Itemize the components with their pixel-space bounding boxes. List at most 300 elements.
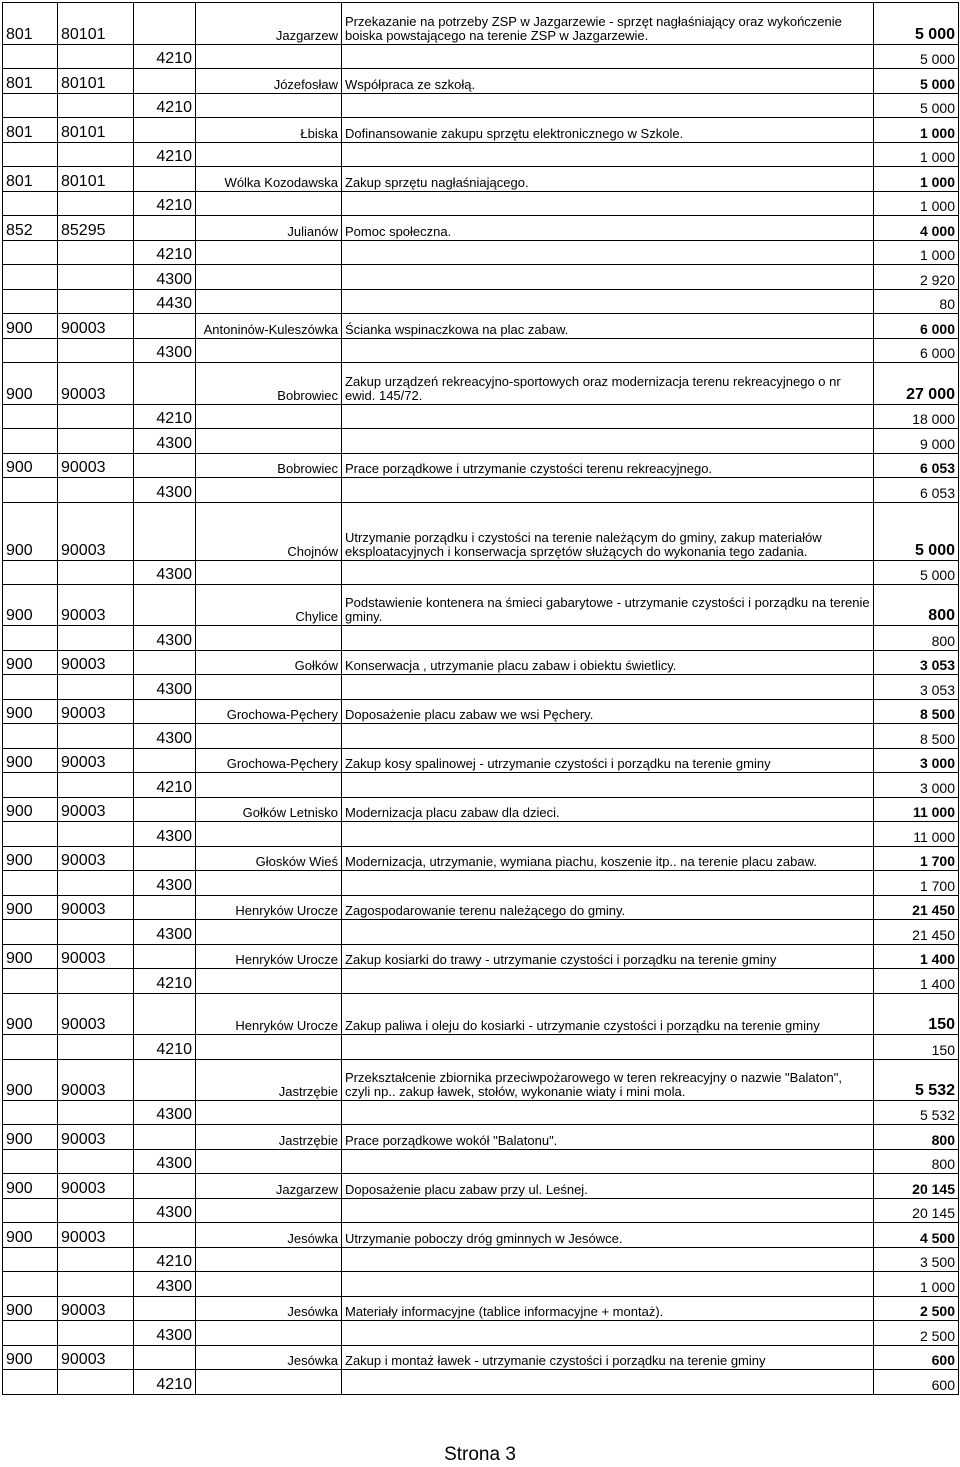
dzial-cell: [3, 1370, 58, 1395]
dzial-cell: 900: [3, 1346, 58, 1370]
amount-cell: 3 000: [874, 773, 959, 798]
solectwo-cell: [196, 1035, 342, 1060]
amount-cell: 150: [874, 1035, 959, 1060]
task-row: [3, 798, 959, 822]
rozdzial-cell: 90003: [58, 651, 134, 675]
amount-cell: 20 145: [874, 1199, 959, 1223]
amount-cell: 3 500: [874, 1248, 959, 1272]
paragraf-cell: 4300: [134, 871, 196, 896]
rozdzial-cell: [58, 561, 134, 585]
task-row: [3, 994, 959, 1035]
amount-cell: 3 053: [874, 651, 959, 675]
paragraf-cell: [134, 798, 196, 822]
description-cell: Ścianka wspinaczkowa na plac zabaw.: [342, 314, 874, 339]
description-cell: [342, 724, 874, 749]
paragraf-cell: [134, 896, 196, 920]
rozdzial-cell: 90003: [58, 363, 134, 405]
solectwo-cell: [196, 871, 342, 896]
solectwo-cell: Henryków Urocze: [196, 896, 342, 920]
task-row: [3, 1223, 959, 1248]
paragraf-cell: [134, 1060, 196, 1101]
solectwo-cell: [196, 94, 342, 118]
amount-cell: 11 000: [874, 798, 959, 822]
description-cell: [342, 822, 874, 847]
description-cell: [342, 773, 874, 798]
description-cell: [342, 871, 874, 896]
solectwo-cell: [196, 143, 342, 167]
amount-cell: 8 500: [874, 724, 959, 749]
description-cell: Prace porządkowe wokół "Balatonu".: [342, 1125, 874, 1150]
solectwo-cell: Jesówka: [196, 1346, 342, 1370]
description-cell: Współpraca ze szkołą.: [342, 69, 874, 94]
amount-cell: 4 000: [874, 216, 959, 241]
paragraph-row: [3, 143, 959, 167]
solectwo-cell: [196, 626, 342, 651]
description-cell: [342, 561, 874, 585]
solectwo-cell: Chylice: [196, 585, 342, 626]
amount-cell: 6 000: [874, 314, 959, 339]
paragraf-cell: 4210: [134, 969, 196, 994]
dzial-cell: [3, 561, 58, 585]
solectwo-cell: [196, 1199, 342, 1223]
rozdzial-cell: [58, 405, 134, 429]
paragraf-cell: 4300: [134, 626, 196, 651]
amount-cell: 21 450: [874, 920, 959, 945]
paragraph-row: [3, 94, 959, 118]
solectwo-cell: [196, 920, 342, 945]
dzial-cell: 900: [3, 945, 58, 969]
paragraph-row: [3, 241, 959, 265]
amount-cell: 800: [874, 626, 959, 651]
paragraf-cell: 4300: [134, 1272, 196, 1297]
paragraf-cell: [134, 3, 196, 45]
rozdzial-cell: [58, 478, 134, 503]
paragraf-cell: [134, 314, 196, 339]
description-cell: [342, 45, 874, 69]
paragraph-row: [3, 871, 959, 896]
paragraph-row: [3, 290, 959, 314]
description-cell: [342, 192, 874, 216]
amount-cell: 2 500: [874, 1321, 959, 1346]
description-cell: [342, 1248, 874, 1272]
paragraph-row: [3, 478, 959, 503]
description-cell: [342, 405, 874, 429]
paragraf-cell: 4210: [134, 94, 196, 118]
paragraf-cell: 4300: [134, 675, 196, 700]
task-row: [3, 749, 959, 773]
paragraf-cell: [134, 363, 196, 405]
rozdzial-cell: [58, 969, 134, 994]
rozdzial-cell: 80101: [58, 3, 134, 45]
solectwo-cell: [196, 339, 342, 363]
task-row: [3, 896, 959, 920]
paragraph-row: [3, 45, 959, 69]
description-cell: Zakup urządzeń rekreacyjno-sportowych oraz modernizacja terenu rekreacyjnego o nr ewid. 145/72.: [342, 363, 874, 405]
task-row: [3, 651, 959, 675]
amount-cell: 5 000: [874, 3, 959, 45]
rozdzial-cell: 90003: [58, 1297, 134, 1321]
dzial-cell: [3, 626, 58, 651]
amount-cell: 27 000: [874, 363, 959, 405]
paragraf-cell: [134, 1346, 196, 1370]
solectwo-cell: Antoninów-Kuleszówka: [196, 314, 342, 339]
paragraf-cell: [134, 1174, 196, 1199]
solectwo-cell: [196, 405, 342, 429]
amount-cell: 1 000: [874, 192, 959, 216]
amount-cell: 2 500: [874, 1297, 959, 1321]
task-row: [3, 1346, 959, 1370]
description-cell: [342, 1035, 874, 1060]
rozdzial-cell: 90003: [58, 798, 134, 822]
paragraph-row: [3, 1199, 959, 1223]
description-cell: [342, 478, 874, 503]
amount-cell: 3 000: [874, 749, 959, 773]
rozdzial-cell: 90003: [58, 1060, 134, 1101]
paragraf-cell: [134, 216, 196, 241]
description-cell: [342, 626, 874, 651]
paragraf-cell: 4300: [134, 1101, 196, 1125]
dzial-cell: 801: [3, 118, 58, 143]
dzial-cell: [3, 1035, 58, 1060]
task-row: [3, 1125, 959, 1150]
rozdzial-cell: [58, 920, 134, 945]
rozdzial-cell: 90003: [58, 994, 134, 1035]
paragraf-cell: [134, 1297, 196, 1321]
solectwo-cell: [196, 773, 342, 798]
dzial-cell: 900: [3, 454, 58, 478]
amount-cell: 80: [874, 290, 959, 314]
paragraph-row: [3, 1248, 959, 1272]
task-row: [3, 1297, 959, 1321]
paragraf-cell: [134, 651, 196, 675]
description-cell: [342, 290, 874, 314]
amount-cell: 5 532: [874, 1101, 959, 1125]
amount-cell: 9 000: [874, 429, 959, 454]
rozdzial-cell: 90003: [58, 749, 134, 773]
dzial-cell: 900: [3, 503, 58, 561]
paragraf-cell: 4430: [134, 290, 196, 314]
paragraf-cell: [134, 1125, 196, 1150]
amount-cell: 5 532: [874, 1060, 959, 1101]
dzial-cell: 900: [3, 798, 58, 822]
solectwo-cell: [196, 675, 342, 700]
paragraf-cell: 4300: [134, 561, 196, 585]
rozdzial-cell: 80101: [58, 118, 134, 143]
solectwo-cell: [196, 1150, 342, 1174]
description-cell: [342, 1321, 874, 1346]
dzial-cell: 900: [3, 314, 58, 339]
solectwo-cell: [196, 429, 342, 454]
rozdzial-cell: [58, 1248, 134, 1272]
task-row: [3, 216, 959, 241]
paragraf-cell: [134, 700, 196, 724]
dzial-cell: [3, 94, 58, 118]
paragraph-row: [3, 339, 959, 363]
solectwo-cell: Jesówka: [196, 1297, 342, 1321]
rozdzial-cell: [58, 265, 134, 290]
paragraph-row: [3, 405, 959, 429]
dzial-cell: 900: [3, 651, 58, 675]
dzial-cell: [3, 822, 58, 847]
rozdzial-cell: 90003: [58, 700, 134, 724]
task-row: [3, 3, 959, 45]
paragraf-cell: 4210: [134, 1248, 196, 1272]
rozdzial-cell: [58, 339, 134, 363]
paragraf-cell: [134, 167, 196, 192]
description-cell: [342, 675, 874, 700]
description-cell: Zakup kosiarki do trawy - utrzymanie czystości i porządku na terenie gminy: [342, 945, 874, 969]
dzial-cell: [3, 1199, 58, 1223]
dzial-cell: [3, 405, 58, 429]
paragraf-cell: 4210: [134, 192, 196, 216]
paragraph-row: [3, 265, 959, 290]
paragraf-cell: [134, 994, 196, 1035]
solectwo-cell: Jesówka: [196, 1223, 342, 1248]
paragraf-cell: [134, 118, 196, 143]
description-cell: [342, 1370, 874, 1395]
description-cell: Prace porządkowe i utrzymanie czystości terenu rekreacyjnego.: [342, 454, 874, 478]
rozdzial-cell: [58, 45, 134, 69]
amount-cell: 2 920: [874, 265, 959, 290]
rozdzial-cell: [58, 1199, 134, 1223]
amount-cell: 600: [874, 1346, 959, 1370]
dzial-cell: [3, 1101, 58, 1125]
rozdzial-cell: [58, 241, 134, 265]
task-row: [3, 69, 959, 94]
description-cell: Przekształcenie zbiornika przeciwpożarowego w teren rekreacyjny o nazwie "Balaton", czyli np.. zakup ławek, stołów, wykonanie wiaty i mini mola.: [342, 1060, 874, 1101]
amount-cell: 800: [874, 585, 959, 626]
description-cell: [342, 1150, 874, 1174]
amount-cell: 5 000: [874, 45, 959, 69]
dzial-cell: 900: [3, 1174, 58, 1199]
amount-cell: 1 700: [874, 847, 959, 871]
description-cell: [342, 339, 874, 363]
description-cell: Doposażenie placu zabaw przy ul. Leśnej.: [342, 1174, 874, 1199]
amount-cell: 1 000: [874, 167, 959, 192]
amount-cell: 11 000: [874, 822, 959, 847]
rozdzial-cell: [58, 290, 134, 314]
task-row: [3, 314, 959, 339]
description-cell: Przekazanie na potrzeby ZSP w Jazgarzewie - sprzęt nagłaśniający oraz wykończenie boiska powstającego na terenie ZSP w Jazgarzewie.: [342, 3, 874, 45]
solectwo-cell: [196, 1248, 342, 1272]
rozdzial-cell: [58, 1272, 134, 1297]
description-cell: [342, 1272, 874, 1297]
description-cell: Konserwacja , utrzymanie placu zabaw i obiektu świetlicy.: [342, 651, 874, 675]
rozdzial-cell: [58, 1370, 134, 1395]
rozdzial-cell: [58, 626, 134, 651]
solectwo-cell: Bobrowiec: [196, 363, 342, 405]
dzial-cell: 801: [3, 69, 58, 94]
paragraf-cell: 4210: [134, 1035, 196, 1060]
description-cell: Podstawienie kontenera na śmieci gabarytowe - utrzymanie czystości i porządku na terenie gminy.: [342, 585, 874, 626]
amount-cell: 3 053: [874, 675, 959, 700]
amount-cell: 20 145: [874, 1174, 959, 1199]
paragraf-cell: [134, 585, 196, 626]
task-row: [3, 847, 959, 871]
dzial-cell: [3, 1248, 58, 1272]
dzial-cell: [3, 920, 58, 945]
dzial-cell: 900: [3, 363, 58, 405]
rozdzial-cell: 80101: [58, 167, 134, 192]
paragraph-row: [3, 1321, 959, 1346]
description-cell: [342, 265, 874, 290]
budget-table: [2, 2, 959, 1395]
solectwo-cell: [196, 1272, 342, 1297]
amount-cell: 18 000: [874, 405, 959, 429]
paragraf-cell: 4300: [134, 339, 196, 363]
description-cell: Dofinansowanie zakupu sprzętu elektronicznego w Szkole.: [342, 118, 874, 143]
amount-cell: 800: [874, 1125, 959, 1150]
amount-cell: 1 000: [874, 241, 959, 265]
paragraf-cell: 4210: [134, 773, 196, 798]
solectwo-cell: [196, 290, 342, 314]
task-row: [3, 585, 959, 626]
dzial-cell: 900: [3, 847, 58, 871]
page-number: Strona 3: [444, 1444, 516, 1465]
description-cell: [342, 94, 874, 118]
description-cell: Materiały informacyjne (tablice informacyjne + montaż).: [342, 1297, 874, 1321]
paragraf-cell: 4300: [134, 724, 196, 749]
paragraph-row: [3, 822, 959, 847]
dzial-cell: 801: [3, 167, 58, 192]
paragraph-row: [3, 561, 959, 585]
rozdzial-cell: [58, 1321, 134, 1346]
dzial-cell: [3, 45, 58, 69]
budget-table-body: [3, 3, 959, 1395]
description-cell: Modernizacja placu zabaw dla dzieci.: [342, 798, 874, 822]
solectwo-cell: Julianów: [196, 216, 342, 241]
dzial-cell: [3, 773, 58, 798]
paragraph-row: [3, 192, 959, 216]
solectwo-cell: [196, 45, 342, 69]
paragraf-cell: [134, 847, 196, 871]
description-cell: Modernizacja, utrzymanie, wymiana piachu, koszenie itp.. na terenie placu zabaw.: [342, 847, 874, 871]
solectwo-cell: [196, 822, 342, 847]
rozdzial-cell: 90003: [58, 1174, 134, 1199]
amount-cell: 6 053: [874, 478, 959, 503]
task-row: [3, 118, 959, 143]
description-cell: Zakup sprzętu nagłaśniającego.: [342, 167, 874, 192]
solectwo-cell: Henryków Urocze: [196, 994, 342, 1035]
dzial-cell: 900: [3, 896, 58, 920]
dzial-cell: 900: [3, 749, 58, 773]
paragraf-cell: 4300: [134, 822, 196, 847]
solectwo-cell: [196, 969, 342, 994]
amount-cell: 800: [874, 1150, 959, 1174]
amount-cell: 6 000: [874, 339, 959, 363]
rozdzial-cell: 90003: [58, 454, 134, 478]
description-cell: [342, 920, 874, 945]
dzial-cell: [3, 241, 58, 265]
solectwo-cell: Henryków Urocze: [196, 945, 342, 969]
amount-cell: 8 500: [874, 700, 959, 724]
rozdzial-cell: [58, 773, 134, 798]
description-cell: [342, 143, 874, 167]
paragraf-cell: 4300: [134, 265, 196, 290]
description-cell: Doposażenie placu zabaw we wsi Pęchery.: [342, 700, 874, 724]
solectwo-cell: Gołków: [196, 651, 342, 675]
description-cell: Pomoc społeczna.: [342, 216, 874, 241]
solectwo-cell: Łbiska: [196, 118, 342, 143]
rozdzial-cell: [58, 429, 134, 454]
task-row: [3, 1174, 959, 1199]
task-row: [3, 363, 959, 405]
paragraph-row: [3, 1370, 959, 1395]
solectwo-cell: [196, 1321, 342, 1346]
paragraph-row: [3, 1272, 959, 1297]
amount-cell: 21 450: [874, 896, 959, 920]
paragraf-cell: 4300: [134, 1150, 196, 1174]
description-cell: [342, 1199, 874, 1223]
dzial-cell: [3, 339, 58, 363]
paragraph-row: [3, 724, 959, 749]
amount-cell: 1 000: [874, 118, 959, 143]
rozdzial-cell: [58, 675, 134, 700]
dzial-cell: [3, 724, 58, 749]
solectwo-cell: Głosków Wieś: [196, 847, 342, 871]
rozdzial-cell: [58, 1150, 134, 1174]
dzial-cell: [3, 1321, 58, 1346]
rozdzial-cell: [58, 822, 134, 847]
task-row: [3, 945, 959, 969]
solectwo-cell: Jazgarzew: [196, 3, 342, 45]
solectwo-cell: Wólka Kozodawska: [196, 167, 342, 192]
dzial-cell: 900: [3, 1125, 58, 1150]
task-row: [3, 503, 959, 561]
paragraph-row: [3, 1101, 959, 1125]
paragraf-cell: [134, 1223, 196, 1248]
task-row: [3, 1060, 959, 1101]
dzial-cell: [3, 1272, 58, 1297]
rozdzial-cell: 85295: [58, 216, 134, 241]
solectwo-cell: [196, 265, 342, 290]
amount-cell: 1 400: [874, 969, 959, 994]
dzial-cell: 900: [3, 1060, 58, 1101]
amount-cell: 5 000: [874, 94, 959, 118]
solectwo-cell: [196, 561, 342, 585]
rozdzial-cell: 90003: [58, 896, 134, 920]
paragraph-row: [3, 675, 959, 700]
amount-cell: 600: [874, 1370, 959, 1395]
paragraf-cell: [134, 454, 196, 478]
rozdzial-cell: 90003: [58, 1346, 134, 1370]
rozdzial-cell: [58, 143, 134, 167]
description-cell: [342, 1101, 874, 1125]
dzial-cell: 900: [3, 1297, 58, 1321]
paragraf-cell: [134, 503, 196, 561]
rozdzial-cell: 90003: [58, 1223, 134, 1248]
paragraph-row: [3, 1150, 959, 1174]
solectwo-cell: Grochowa-Pęchery: [196, 700, 342, 724]
amount-cell: 5 000: [874, 503, 959, 561]
rozdzial-cell: [58, 1035, 134, 1060]
description-cell: Utrzymanie porządku i czystości na terenie należącym do gminy, zakup materiałów eksploatacyjnych i konserwacja sprzętów służących do wykonania tego zadania.: [342, 503, 874, 561]
dzial-cell: 900: [3, 585, 58, 626]
description-cell: [342, 969, 874, 994]
solectwo-cell: Chojnów: [196, 503, 342, 561]
dzial-cell: [3, 143, 58, 167]
paragraph-row: [3, 969, 959, 994]
dzial-cell: [3, 1150, 58, 1174]
solectwo-cell: [196, 1370, 342, 1395]
solectwo-cell: [196, 192, 342, 216]
description-cell: [342, 429, 874, 454]
dzial-cell: 852: [3, 216, 58, 241]
rozdzial-cell: 90003: [58, 1125, 134, 1150]
dzial-cell: 900: [3, 994, 58, 1035]
rozdzial-cell: 90003: [58, 585, 134, 626]
description-cell: Utrzymanie poboczy dróg gminnych w Jesówce.: [342, 1223, 874, 1248]
